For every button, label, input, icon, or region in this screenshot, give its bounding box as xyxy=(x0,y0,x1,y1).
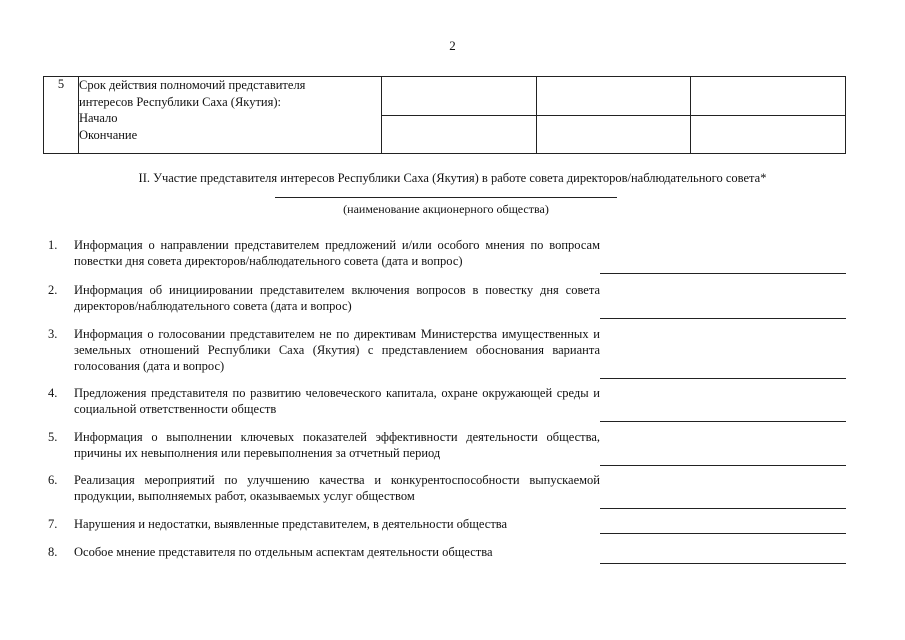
row-description-line: Срок действия полномочий представителя xyxy=(79,78,306,92)
end-cell-2[interactable] xyxy=(536,115,691,154)
answer-line[interactable] xyxy=(600,465,846,466)
row-number: 5 xyxy=(44,77,79,154)
item-text: Нарушения и недостатки, выявленные представителем, в деятельности общества xyxy=(74,517,508,531)
row-description xyxy=(79,77,382,154)
row-description-line: Окончание xyxy=(79,127,138,142)
company-name-caption: (наименование акционерного общества) xyxy=(343,202,549,216)
company-name-line[interactable] xyxy=(275,197,617,198)
item-number: 2. xyxy=(48,283,58,297)
item-number: 5. xyxy=(48,430,58,444)
item-text: Информация об инициировании представителем включения вопросов в повестку дня совета директоров/наблюдательного совета (дата и вопрос) xyxy=(74,283,600,313)
item-number: 4. xyxy=(48,386,58,400)
item-text: Информация о голосовании представителем не по директивам Министерства имущественных и земельных отношений Республики Саха (Якутия) с представлением обоснования варианта голосования (дата и вопрос) xyxy=(74,327,600,373)
answer-line[interactable] xyxy=(600,273,846,274)
page-number: 2 xyxy=(449,38,456,53)
end-cell-3[interactable] xyxy=(691,115,846,154)
row-description-line: интересов Республики Саха (Якутия): xyxy=(79,94,281,109)
item-number: 1. xyxy=(48,238,58,252)
item-text: Предложения представителя по развитию человеческого капитала, охране окружающей среды и социальной ответственности обществ xyxy=(74,386,600,416)
item-text: Особое мнение представителя по отдельным аспектам деятельности общества xyxy=(74,545,493,559)
start-cell-3[interactable] xyxy=(691,77,846,116)
answer-line[interactable] xyxy=(600,508,846,509)
start-cell-1[interactable] xyxy=(382,77,537,116)
item-text: Информация о выполнении ключевых показателей эффективности деятельности общества, причины их невыполнения или перевыполнения за отчетный период xyxy=(74,430,600,460)
start-cell-2[interactable] xyxy=(536,77,691,116)
item-number: 7. xyxy=(48,517,58,531)
end-cell-1[interactable] xyxy=(382,115,537,154)
answer-line[interactable] xyxy=(600,533,846,534)
answer-line[interactable] xyxy=(600,421,846,422)
item-number: 3. xyxy=(48,327,58,341)
item-number: 8. xyxy=(48,545,58,559)
answer-line[interactable] xyxy=(600,378,846,379)
item-text: Информация о направлении представителем предложений и/или особого мнения по вопросам повестки дня совета директоров/наблюдательного совета (дата и вопрос) xyxy=(74,238,600,268)
item-text: Реализация мероприятий по улучшению качества и конкурентоспособности выпускаемой продукции, выполняемых работ, оказываемых услуг обществом xyxy=(74,473,600,503)
item-number: 6. xyxy=(48,473,58,487)
term-of-office-table xyxy=(43,76,846,154)
row-description-line: Начало xyxy=(79,111,118,125)
answer-line[interactable] xyxy=(600,563,846,564)
answer-line[interactable] xyxy=(600,318,846,319)
section-title: II. Участие представителя интересов Республики Саха (Якутия) в работе совета директоров/наблюдательного совета* xyxy=(138,171,767,185)
